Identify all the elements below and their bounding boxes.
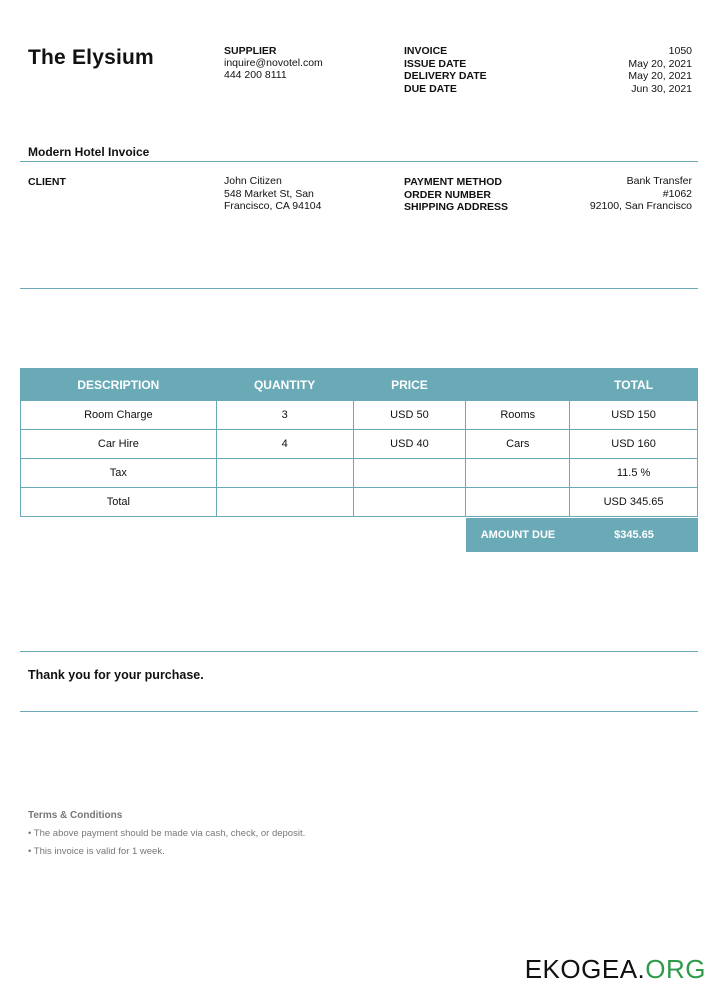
terms-item: • The above payment should be made via cash, check, or deposit. bbox=[28, 828, 306, 839]
table-header-row bbox=[21, 369, 698, 401]
table-row bbox=[21, 401, 698, 430]
cell-quantity: 3 bbox=[216, 401, 353, 430]
amount-due-value: $345.65 bbox=[614, 529, 654, 541]
watermark-accent: ORG bbox=[645, 954, 706, 984]
shipping-address: 92100, San Francisco bbox=[589, 200, 692, 212]
cell-description: Tax bbox=[21, 459, 217, 488]
divider bbox=[20, 651, 698, 652]
cell-description: Car Hire bbox=[21, 430, 217, 459]
cell-quantity bbox=[216, 459, 353, 488]
order-number: #1062 bbox=[662, 187, 692, 200]
cell-quantity: 4 bbox=[216, 430, 353, 459]
client-name: John Citizen bbox=[224, 175, 282, 187]
terms-title: Terms & Conditions bbox=[28, 810, 123, 821]
cell-price: USD 50 bbox=[353, 401, 466, 430]
header-description: DESCRIPTION bbox=[21, 369, 217, 401]
header-unit bbox=[466, 369, 570, 401]
cell-description: Total bbox=[21, 488, 217, 517]
table-row bbox=[21, 430, 698, 459]
due-date: Jun 30, 2021 bbox=[631, 82, 692, 95]
cell-description: Room Charge bbox=[21, 401, 217, 430]
invoice-number: 1050 bbox=[668, 45, 692, 57]
cell-total: USD 160 bbox=[570, 430, 698, 459]
supplier-phone: 444 200 8111 bbox=[224, 69, 287, 81]
delivery-date-label: DELIVERY DATE bbox=[404, 70, 487, 82]
watermark-main: EKOGEA. bbox=[524, 954, 646, 984]
header-quantity: QUANTITY bbox=[216, 369, 353, 401]
client-address-line1: 548 Market St, San bbox=[224, 187, 314, 200]
due-date-label: DUE DATE bbox=[404, 82, 457, 95]
cell-quantity bbox=[216, 488, 353, 517]
supplier-label: SUPPLIER bbox=[224, 45, 277, 57]
divider bbox=[20, 711, 698, 712]
watermark-logo bbox=[525, 954, 706, 985]
header-price: PRICE bbox=[353, 369, 466, 401]
invoice-labels bbox=[404, 45, 487, 95]
issue-date: May 20, 2021 bbox=[628, 57, 692, 70]
cell-unit bbox=[466, 459, 570, 488]
cell-price bbox=[353, 488, 466, 517]
shipping-address-label: SHIPPING ADDRESS bbox=[404, 201, 509, 213]
delivery-date: May 20, 2021 bbox=[628, 70, 692, 82]
order-number-label: ORDER NUMBER bbox=[404, 188, 491, 201]
cell-price: USD 40 bbox=[353, 430, 466, 459]
cell-unit bbox=[466, 488, 570, 517]
invoice-label: INVOICE bbox=[404, 45, 448, 57]
cell-total: USD 345.65 bbox=[570, 488, 698, 517]
cell-total: 11.5 % bbox=[570, 459, 698, 488]
payment-method-label: PAYMENT METHOD bbox=[404, 176, 503, 188]
table-row bbox=[21, 488, 698, 517]
client-info bbox=[224, 175, 321, 213]
divider bbox=[20, 288, 698, 289]
payment-values bbox=[590, 175, 692, 213]
items-table bbox=[20, 368, 698, 517]
payment-labels bbox=[404, 176, 508, 214]
terms-item: • This invoice is valid for 1 week. bbox=[28, 846, 165, 857]
payment-method: Bank Transfer bbox=[626, 175, 692, 187]
cell-price bbox=[353, 459, 466, 488]
cell-total: USD 150 bbox=[570, 401, 698, 430]
company-name: The Elysium bbox=[28, 46, 154, 69]
thank-you-message: Thank you for your purchase. bbox=[28, 668, 204, 682]
table-row bbox=[21, 459, 698, 488]
supplier-block bbox=[224, 45, 323, 81]
divider bbox=[20, 161, 698, 162]
section-title: Modern Hotel Invoice bbox=[28, 145, 150, 159]
supplier-email: inquire@novotel.com bbox=[224, 57, 323, 69]
issue-date-label: ISSUE DATE bbox=[404, 57, 467, 70]
amount-due-box bbox=[466, 518, 698, 552]
header-total: TOTAL bbox=[570, 369, 698, 401]
invoice-values bbox=[628, 45, 692, 95]
client-label: CLIENT bbox=[28, 176, 66, 188]
amount-due-label: AMOUNT DUE bbox=[480, 529, 556, 541]
client-address-line2: Francisco, CA 94104 bbox=[224, 200, 322, 212]
cell-unit: Rooms bbox=[466, 401, 570, 430]
cell-unit: Cars bbox=[466, 430, 570, 459]
